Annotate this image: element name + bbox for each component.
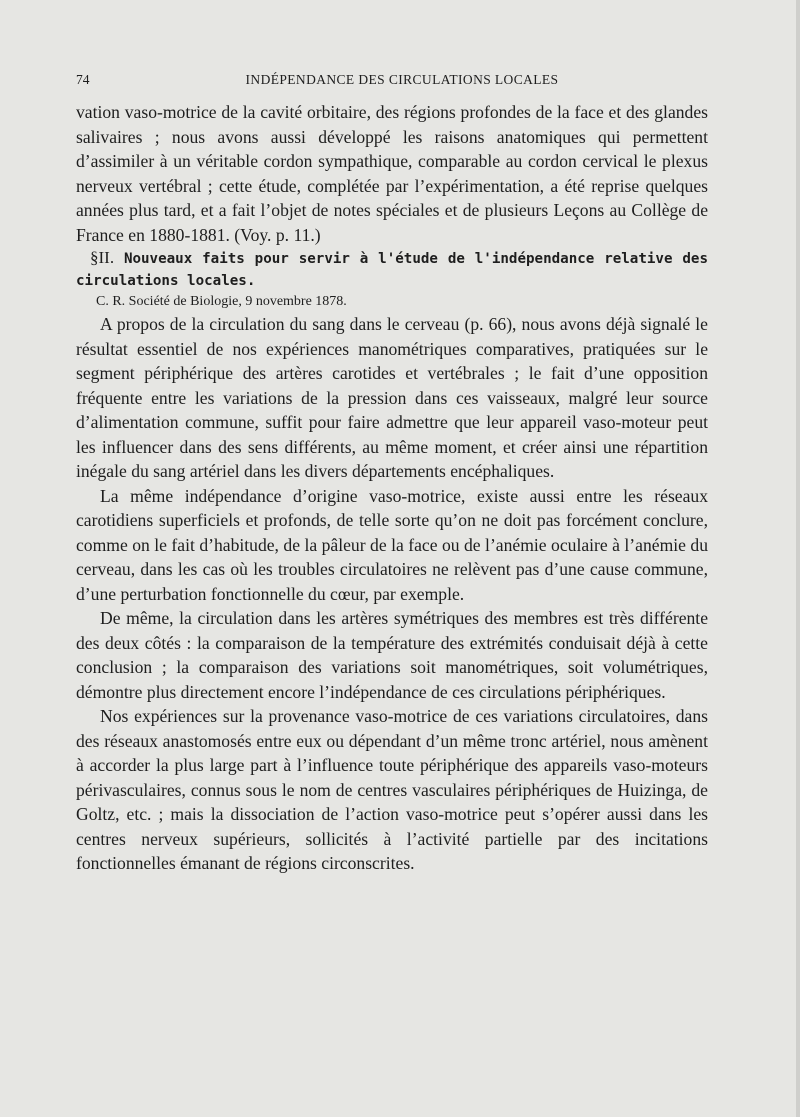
paragraph: Nos expériences sur la provenance vaso-motrice de ces variations circulatoires, dans des réseaux anastomosés entre eux ou dépendant d’un même tronc artériel, nous amènent à accorder la plus large part à l’influence toute périphérique des appareils vaso-moteurs périvasculaires, connus sous le nom de centres vasculaires périphériques de Huizinga, de Goltz, etc. ; mais la dissociation de l’action vaso-motrice peut s’opérer aussi dans les centres nerveux supérieurs, sollicités à l’activité partielle par des incitations fonctionnelles émanant de régions circonscrites.: [76, 706, 708, 873]
running-title: INDÉPENDANCE DES CIRCULATIONS LOCALES: [245, 72, 559, 87]
paragraph-continuation: vation vaso-motrice de la cavité orbitaire, des régions profondes de la face et des glandes salivaires ; nous avons aussi développé les raisons anatomiques qui permettent d’assimiler à un véritable cordon sympathique, comparable au cordon cervical le plexus nerveux vertébral ; cette étude, complétée par l’expérimentation, a été reprise quelques années plus tard, et a fait l’objet de notes spéciales et de plusieurs Leçons au Collège de France en 1880-1881. (Voy. p. 11.): [76, 102, 708, 245]
page-number: 74: [76, 72, 90, 87]
section-citation: C. R. Société de Biologie, 9 novembre 1878.: [96, 294, 347, 309]
page-body: [76, 100, 708, 876]
paragraph: De même, la circulation dans les artères symétriques des membres est très différente des deux côtés : la comparaison de la température des extrémités conduisait déjà à cette conclusion ; la comparaison des variations soit manométriques, soit volumétriques, démontre plus directement encore l’indépendance de ces circulations périphériques.: [76, 608, 708, 702]
paragraph: A propos de la circulation du sang dans le cerveau (p. 66), nous avons déjà signalé le résultat essentiel de nos expériences manométriques comparatives, pratiquées sur le segment périphérique des artères carotides et vertébrales ; le fait d’une opposition fréquente entre les variations de la pression dans ces vaisseaux, malgré leur source d’alimentation commune, suffit pour faire admettre que leur appareil vaso-moteur peut les influencer dans des sens différents, au même moment, et créer ainsi une répartition inégale du sang artériel dans les divers départements encéphaliques.: [76, 314, 708, 481]
section-mark: §II.: [90, 248, 115, 267]
page-edge: [796, 0, 800, 1117]
paragraph: La même indépendance d’origine vaso-motrice, existe aussi entre les réseaux carotidiens superficiels et profonds, de telle sorte qu’on ne doit pas forcément conclure, comme on le fait d’habitude, de la pâleur de la face ou de l’anémie oculaire à l’anémie du cerveau, dans les cas où les troubles circulatoires ne relèvent pas d’une cause commune, d’une perturbation fonctionnelle du cœur, par exemple.: [76, 485, 708, 604]
page-header: [76, 72, 708, 94]
section-title: Nouveaux faits pour servir à l'étude de l'indépendance relative des circulations locales.: [76, 251, 708, 289]
section-heading: [76, 247, 708, 292]
